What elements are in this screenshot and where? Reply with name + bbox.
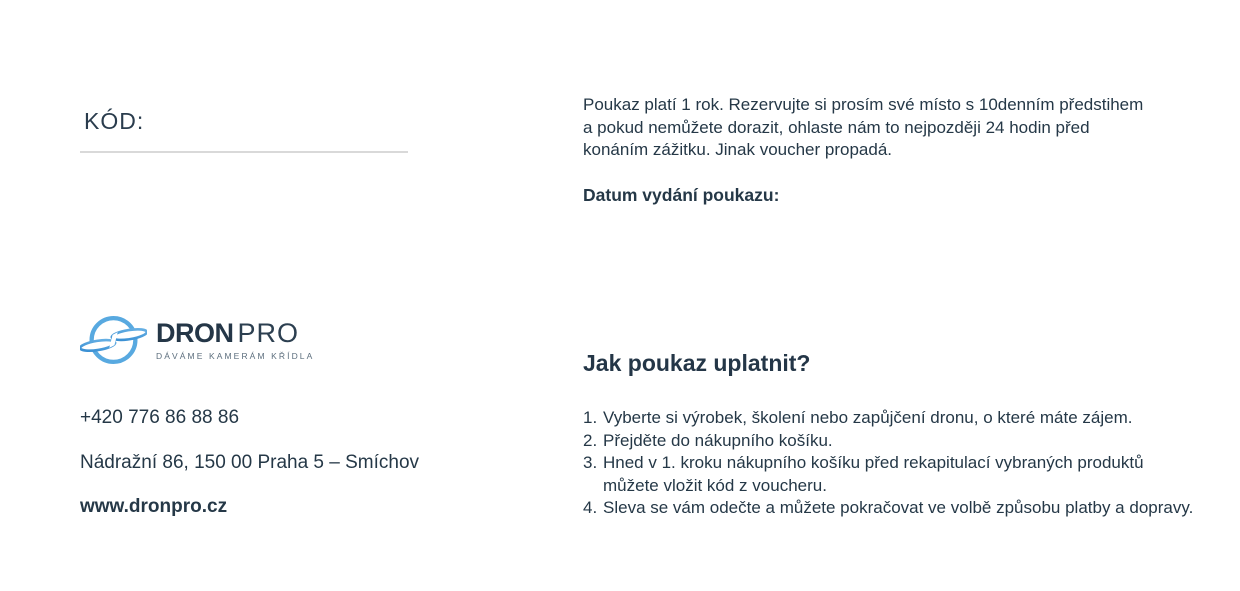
contact-address: Nádražní 86, 150 00 Praha 5 – Smíchov <box>80 452 420 473</box>
logo-word-pro: PRO <box>237 317 300 348</box>
step-text: Přejděte do nákupního košíku. <box>603 430 833 450</box>
logo-word-dron: DRON <box>156 317 234 348</box>
step-text: Hned v 1. kroku nákupního košíku před rekapitulací vybraných produktů můžete vložit kód z voucheru. <box>603 453 1144 495</box>
step-number: 3. <box>583 453 598 473</box>
validity-line-3: konáním zážitku. Jinak voucher propadá. <box>583 140 893 160</box>
logo-tagline: DÁVÁME KAMERÁM KŘÍDLA <box>156 350 315 361</box>
step-text: Vyberte si výrobek, školení nebo zapůjčení dronu, o které máte zájem. <box>603 408 1133 427</box>
redeem-steps-list <box>583 407 1201 520</box>
code-fill-in-line <box>80 151 408 153</box>
validity-line-1: Poukaz platí 1 rok. Rezervujte si prosím své místo s 10denním předstihem <box>583 95 1144 114</box>
issue-date-label: Datum vydání poukazu: <box>583 185 780 205</box>
validity-paragraph <box>583 94 1143 162</box>
validity-line-2: a pokud nemůžete dorazit, ohlaste nám to nejpozději 24 hodin před <box>583 117 1090 137</box>
redeem-step-2 <box>583 430 1201 453</box>
step-number: 1. <box>583 408 598 427</box>
redeem-step-1 <box>583 407 1201 430</box>
logo-text <box>156 317 315 361</box>
dronpro-logo <box>80 312 314 368</box>
step-number: 4. <box>583 498 598 518</box>
step-number: 2. <box>583 430 598 450</box>
redeem-step-3 <box>583 452 1201 497</box>
propeller-circle-icon <box>80 312 147 368</box>
website-link[interactable]: www.dronpro.cz <box>80 496 228 517</box>
contact-phone: +420 776 86 88 86 <box>80 407 240 428</box>
redeem-heading: Jak poukaz uplatnit? <box>583 350 811 376</box>
step-text: Sleva se vám odečte a můžete pokračovat ve volbě způsobu platby a dopravy. <box>603 498 1194 518</box>
redeem-step-4 <box>583 497 1201 520</box>
logo-wordmark <box>156 317 314 348</box>
code-label: KÓD: <box>84 108 145 134</box>
